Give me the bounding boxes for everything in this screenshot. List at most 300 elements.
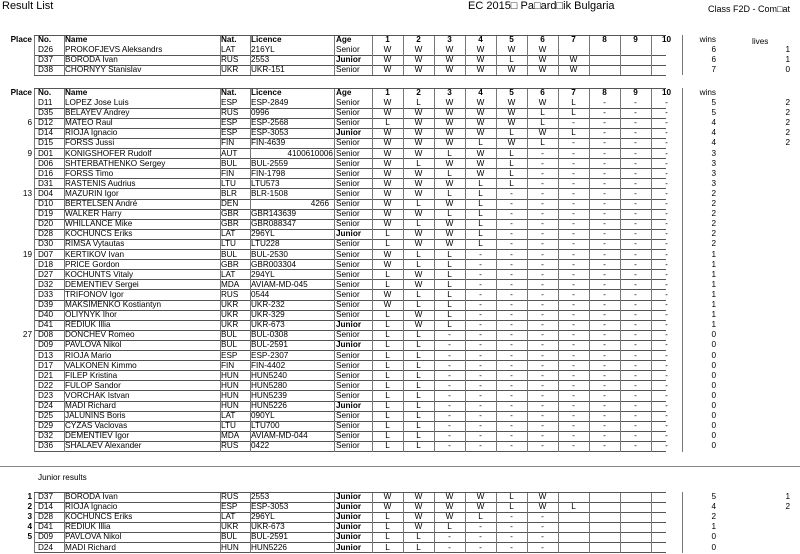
place-cell: [0, 270, 32, 280]
nationality: LAT: [221, 45, 236, 54]
round-result: L: [571, 108, 576, 118]
round-result: -: [448, 390, 451, 400]
lives-count: [760, 330, 790, 340]
round-result: W: [476, 45, 485, 54]
column-divider: [465, 35, 466, 76]
round-result: W: [383, 209, 392, 219]
competitor-name: MAKSIMENKO Kostiantyn: [65, 300, 162, 309]
round-result: -: [510, 411, 513, 421]
age-category: Junior: [336, 542, 362, 552]
column-divider: [372, 492, 373, 553]
table-row: [0, 300, 800, 310]
round-result: L: [478, 188, 483, 198]
round-result: -: [665, 199, 668, 208]
competitor-name: VALKONEN Kimmo: [65, 360, 137, 370]
age-category: Senior: [336, 310, 360, 320]
licence-number: UKR-673: [251, 320, 285, 330]
nationality: HUN: [221, 390, 239, 400]
round-result: W: [538, 502, 547, 512]
round-result: -: [510, 219, 513, 229]
round-result: L: [509, 168, 514, 178]
column-divider: [403, 35, 404, 76]
table-row: [0, 118, 800, 128]
nationality: BUL: [221, 340, 237, 350]
competitor-name: TRIFONOV Igor: [65, 289, 124, 299]
licence-number: 0996: [251, 108, 270, 118]
licence-number: 4100610006: [287, 148, 333, 158]
competitor-number: D07: [38, 249, 54, 259]
column-divider: [589, 492, 590, 553]
round-result: -: [448, 330, 451, 340]
table-row: [0, 351, 800, 361]
round-result: W: [414, 522, 423, 532]
round-result: [589, 512, 620, 522]
licence-number: 0422: [251, 441, 270, 451]
competitor-number: D09: [38, 532, 54, 542]
round-result: -: [479, 532, 482, 542]
wins-count: 2: [711, 239, 716, 249]
lives-count: [760, 351, 790, 361]
wins-count: 1: [711, 249, 716, 259]
column-divider: [64, 88, 65, 452]
round-result: -: [510, 390, 513, 400]
nationality: BUL: [221, 158, 237, 168]
competitor-number: D10: [38, 199, 54, 208]
round-result: -: [572, 199, 575, 208]
wins-count: 5: [711, 98, 716, 107]
round-result: W: [414, 118, 423, 128]
competitor-name: BERTELSEN André: [65, 199, 138, 208]
round-result: -: [603, 350, 606, 360]
nationality: UKR: [221, 320, 239, 330]
licence-number: LTU700: [251, 421, 280, 431]
age-category: Junior: [336, 55, 362, 65]
wins-count: 0: [711, 390, 716, 400]
round-result: W: [445, 492, 454, 501]
column-divider: [558, 35, 559, 76]
competitor-number: D41: [38, 522, 54, 532]
round-result: [589, 532, 620, 542]
round-result: -: [541, 542, 544, 552]
licence-number: AVIAM-MD-044: [251, 431, 308, 441]
round-result: W: [445, 199, 454, 208]
round-result: W: [445, 502, 454, 512]
competitor-number: D16: [38, 168, 54, 178]
licence-number: BUL-2591: [251, 532, 288, 542]
col-header-round: 1: [385, 35, 390, 44]
round-result: -: [665, 259, 668, 269]
round-result: -: [479, 370, 482, 380]
round-result: -: [665, 229, 668, 239]
licence-number: ESP-2849: [251, 98, 289, 107]
table-row: [0, 441, 800, 451]
round-result: W: [414, 269, 423, 279]
lives-count: [760, 411, 790, 421]
round-result: -: [479, 259, 482, 269]
round-result: -: [634, 340, 637, 350]
round-result: -: [665, 401, 668, 410]
round-result: L: [447, 300, 452, 309]
round-result: L: [385, 512, 390, 522]
competitor-name: FORSS Jussi: [65, 138, 115, 148]
round-result: -: [603, 178, 606, 188]
round-result: L: [416, 259, 421, 269]
round-result: W: [383, 492, 392, 501]
round-result: [620, 532, 651, 542]
round-result: -: [510, 289, 513, 299]
round-result: [589, 65, 620, 75]
round-result: L: [447, 168, 452, 178]
round-result: W: [383, 148, 392, 158]
place-cell: 3: [27, 512, 32, 522]
lives-count: [760, 149, 790, 159]
column-divider: [64, 35, 65, 76]
round-result: W: [414, 320, 423, 330]
wins-count: 5: [711, 492, 716, 501]
competitor-name: JALUNINS Boris: [65, 411, 126, 421]
column-divider: [64, 492, 65, 553]
place-cell: [0, 169, 32, 179]
nationality: UKR: [221, 310, 239, 320]
round-result: -: [541, 249, 544, 259]
round-result: -: [572, 360, 575, 370]
licence-number: AVIAM-MD-045: [251, 279, 308, 289]
round-result: L: [416, 532, 421, 542]
round-result: L: [385, 360, 390, 370]
round-result: -: [541, 411, 544, 421]
round-result: -: [541, 421, 544, 431]
licence-number: HUN5226: [251, 542, 287, 552]
nationality: ESP: [221, 350, 238, 360]
round-result: -: [603, 128, 606, 138]
round-result: -: [572, 421, 575, 431]
place-cell: 19: [22, 249, 32, 259]
round-result: [620, 55, 651, 65]
competitor-number: D28: [38, 512, 54, 522]
round-result: -: [479, 350, 482, 360]
competitor-number: D35: [38, 108, 54, 118]
column-divider: [372, 35, 373, 76]
competitor-number: D17: [38, 360, 54, 370]
nationality: ESP: [221, 98, 238, 107]
place-cell: [0, 138, 32, 148]
round-result: -: [603, 138, 606, 148]
round-result: -: [510, 522, 513, 532]
competitor-name: REDIUK Illia: [65, 320, 111, 330]
competitor-number: D36: [38, 441, 54, 451]
table-row: [0, 371, 800, 381]
round-result: L: [509, 148, 514, 158]
round-result: [620, 502, 651, 512]
round-result: -: [572, 259, 575, 269]
round-result: -: [510, 421, 513, 431]
round-result: W: [569, 65, 578, 75]
place-cell: [0, 209, 32, 219]
round-result: [558, 492, 589, 502]
round-result: -: [541, 320, 544, 330]
round-result: -: [603, 441, 606, 451]
round-result: [589, 45, 620, 55]
competitor-name: FULOP Sandor: [65, 380, 121, 390]
round-result: -: [572, 168, 575, 178]
round-result: -: [665, 168, 668, 178]
place-cell: [0, 381, 32, 391]
age-category: Senior: [336, 350, 360, 360]
competitor-number: D01: [38, 148, 54, 158]
column-divider: [372, 88, 373, 452]
round-result: -: [603, 209, 606, 219]
round-result: -: [510, 209, 513, 219]
round-result: W: [414, 45, 423, 54]
nationality: HUN: [221, 542, 239, 552]
competitor-number: D41: [38, 320, 54, 330]
age-category: Junior: [336, 128, 362, 138]
round-result: -: [479, 279, 482, 289]
round-result: L: [416, 219, 421, 229]
round-result: W: [507, 65, 516, 75]
round-result: -: [572, 229, 575, 239]
age-category: Senior: [336, 249, 360, 259]
round-result: L: [385, 370, 390, 380]
column-divider: [220, 35, 221, 76]
column-divider: [34, 492, 35, 553]
round-result: L: [385, 330, 390, 340]
wins-count: 1: [711, 289, 716, 299]
table-row: [0, 411, 800, 421]
lives-count: 1: [785, 55, 790, 65]
table-header-row: [0, 88, 800, 98]
nationality: FIN: [221, 168, 235, 178]
licence-number: UKR-329: [251, 310, 285, 320]
place-cell: [0, 128, 32, 138]
round-result: -: [634, 199, 637, 208]
place-cell: [0, 431, 32, 441]
licence-number: 090YL: [251, 411, 275, 421]
wins-count: 1: [711, 259, 716, 269]
round-result: W: [383, 45, 392, 54]
column-divider: [527, 492, 528, 553]
section-top-line: [34, 88, 666, 89]
column-divider: [220, 492, 221, 553]
licence-number: ESP-3053: [251, 128, 289, 138]
round-result: -: [634, 380, 637, 390]
col-header-round: 8: [602, 35, 607, 44]
wins-count: 3: [711, 148, 716, 158]
place-cell: [0, 421, 32, 431]
age-category: Junior: [336, 229, 362, 239]
round-result: W: [538, 55, 547, 65]
place-cell: [0, 280, 32, 290]
round-result: -: [541, 350, 544, 360]
competitor-name: FILEP Kristina: [65, 370, 118, 380]
lives-count: [760, 219, 790, 229]
round-result: L: [447, 289, 452, 299]
lives-count: [760, 421, 790, 431]
age-category: Senior: [336, 259, 360, 269]
round-result: -: [448, 532, 451, 542]
round-result: W: [383, 259, 392, 269]
place-cell: 9: [27, 148, 32, 158]
round-result: -: [634, 259, 637, 269]
wins-count: 4: [711, 502, 716, 512]
column-divider: [434, 35, 435, 76]
lives-count: [760, 300, 790, 310]
round-result: L: [478, 229, 483, 239]
table-row: [0, 108, 800, 118]
table-row: [0, 320, 800, 330]
round-result: -: [665, 108, 668, 118]
round-result: -: [572, 340, 575, 350]
round-result: L: [385, 320, 390, 330]
round-result: -: [572, 411, 575, 421]
table-row: [0, 270, 800, 280]
round-result: L: [385, 380, 390, 390]
lives-count: [760, 280, 790, 290]
round-result: -: [572, 380, 575, 390]
round-result: -: [603, 98, 606, 107]
table-row: [0, 512, 800, 522]
round-result: L: [385, 390, 390, 400]
place-cell: [0, 55, 32, 65]
round-result: -: [603, 118, 606, 128]
age-category: Senior: [336, 65, 360, 75]
class-label: Class F2D - Com□at: [708, 4, 790, 14]
round-result: -: [603, 320, 606, 330]
col-header-age: Age: [336, 35, 352, 44]
nationality: BUL: [221, 532, 237, 542]
round-result: -: [510, 269, 513, 279]
wins-count: 4: [711, 138, 716, 148]
competitor-name: VORCHAK Istvan: [65, 390, 130, 400]
competitor-name: KOCHUNCS Eriks: [65, 512, 133, 522]
round-result: -: [572, 441, 575, 451]
round-result: W: [507, 118, 516, 128]
licence-number: ESP-3053: [251, 502, 289, 512]
column-divider: [527, 35, 528, 76]
place-cell: [0, 441, 32, 451]
nationality: AUT: [221, 148, 238, 158]
col-header-round: 2: [416, 88, 421, 97]
wins-count: 0: [711, 360, 716, 370]
round-result: -: [572, 118, 575, 128]
lives-count: [760, 522, 790, 532]
table-row: [0, 280, 800, 290]
round-result: -: [603, 390, 606, 400]
round-result: W: [414, 188, 423, 198]
licence-number: FIN-1798: [251, 168, 286, 178]
age-category: Senior: [336, 168, 360, 178]
round-result: -: [603, 148, 606, 158]
competitor-name: RIMSA Vytautas: [65, 239, 125, 249]
table-row: [0, 532, 800, 542]
competitor-name: SHALAEV Alexander: [65, 441, 142, 451]
round-result: -: [634, 310, 637, 320]
col-header-wins: wins: [699, 35, 716, 44]
age-category: Junior: [336, 522, 362, 532]
nationality: FIN: [221, 360, 235, 370]
competitor-name: SHTERBATHENKO Sergey: [65, 158, 166, 168]
round-result: -: [541, 532, 544, 542]
wins-count: 2: [711, 188, 716, 198]
round-result: [558, 532, 589, 542]
wins-count: 6: [711, 45, 716, 54]
round-result: W: [383, 300, 392, 309]
competitor-name: MATEO Raul: [65, 118, 113, 128]
competitor-number: D39: [38, 300, 54, 309]
licence-number: BUL-2591: [251, 340, 288, 350]
col-header-round: 1: [385, 88, 390, 97]
column-divider: [651, 35, 652, 76]
lives-count: [760, 169, 790, 179]
round-result: -: [510, 401, 513, 410]
nationality: UKR: [221, 522, 239, 532]
round-result: -: [665, 138, 668, 148]
age-category: Junior: [336, 340, 362, 350]
licence-number: 294YL: [251, 269, 275, 279]
place-cell: [0, 239, 32, 249]
round-result: W: [476, 98, 485, 107]
round-result: -: [634, 421, 637, 431]
competitor-name: KOCHUNTS Vitaly: [65, 269, 134, 279]
competitor-name: WALKER Harry: [65, 209, 122, 219]
competitor-name: MAZURIN Igor: [65, 188, 119, 198]
age-category: Senior: [336, 441, 360, 451]
round-result: -: [541, 431, 544, 441]
wins-count: 0: [711, 441, 716, 451]
lives-count: [760, 340, 790, 350]
place-cell: 4: [27, 522, 32, 532]
column-divider: [334, 35, 335, 76]
competitor-number: D26: [38, 45, 54, 54]
round-result: -: [541, 148, 544, 158]
round-result: [558, 543, 589, 553]
competitor-name: PAVLOVA Nikol: [65, 532, 122, 542]
lives-count: [760, 260, 790, 270]
round-result: -: [634, 98, 637, 107]
age-category: Senior: [336, 289, 360, 299]
lives-count: 2: [785, 98, 790, 107]
round-result: W: [476, 55, 485, 65]
column-divider: [589, 88, 590, 452]
round-result: -: [479, 390, 482, 400]
column-divider: [250, 492, 251, 553]
lives-count: [760, 229, 790, 239]
place-cell: [0, 411, 32, 421]
round-result: -: [665, 219, 668, 229]
round-result: -: [572, 219, 575, 229]
nationality: LTU: [221, 239, 236, 249]
nationality: ESP: [221, 502, 238, 512]
round-result: W: [445, 65, 454, 75]
lives-count: [760, 381, 790, 391]
licence-number: UKR-151: [251, 65, 285, 75]
round-result: -: [479, 441, 482, 451]
competitor-name: DONCHEV Romeo: [65, 330, 135, 340]
age-category: Senior: [336, 108, 360, 118]
competitor-name: RIOJA Ignacio: [65, 502, 118, 512]
round-result: W: [476, 492, 485, 501]
lives-count: 2: [785, 128, 790, 138]
competitor-number: D21: [38, 370, 54, 380]
round-result: [589, 502, 620, 512]
wins-count: 0: [711, 431, 716, 441]
round-result: L: [416, 401, 421, 410]
round-result: L: [416, 370, 421, 380]
licence-number: UKR-232: [251, 300, 285, 309]
place-cell: [0, 351, 32, 361]
round-result: -: [665, 350, 668, 360]
round-result: -: [634, 229, 637, 239]
